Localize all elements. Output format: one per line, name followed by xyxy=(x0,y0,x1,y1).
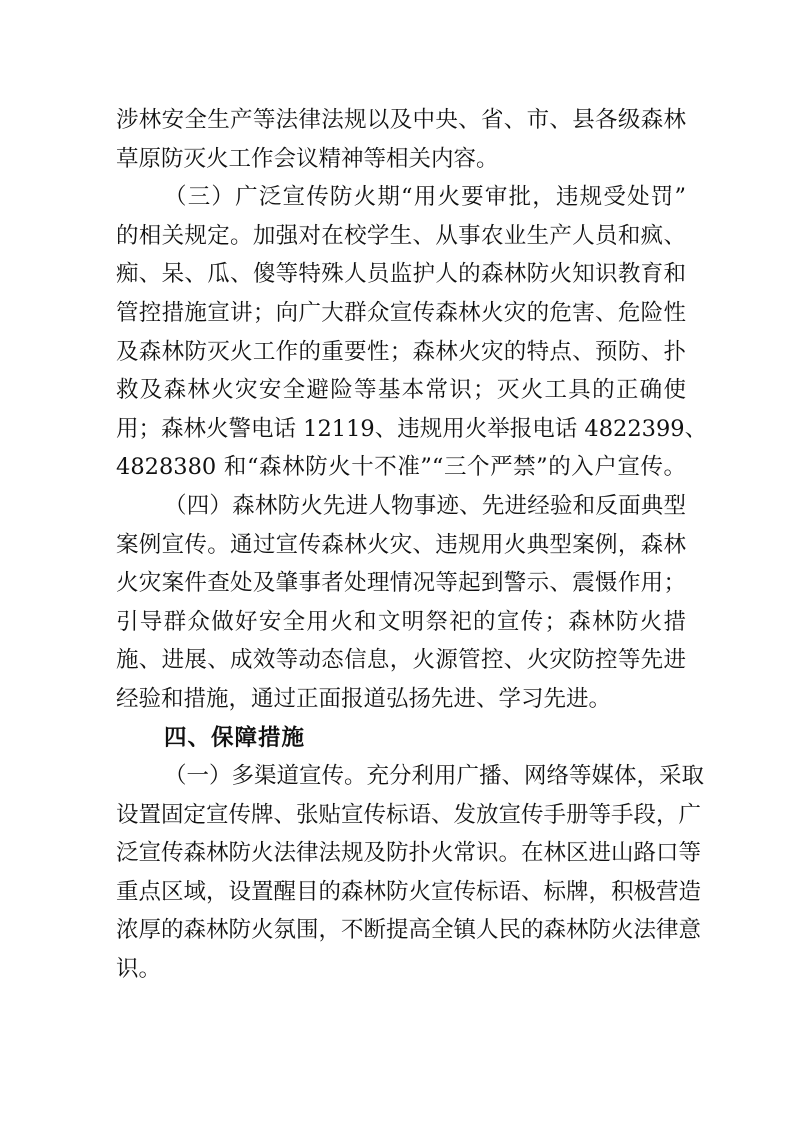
paragraph-line: 泛宣传森林防火法律法规及防扑火常识。在林区进山路口等 xyxy=(116,840,702,867)
paragraph-line: 管控措施宣讲；向广大群众宣传森林火灾的危害、危险性 xyxy=(116,299,686,326)
paragraph-line: 识。 xyxy=(116,956,162,983)
paragraph-line: 火灾案件查处及肇事者处理情况等起到警示、震慑作用； xyxy=(116,570,686,597)
paragraph-line: 浓厚的森林防火氛围，不断提高全镇人民的森林防火法律意 xyxy=(116,917,702,944)
paragraph-line: 案例宣传。通过宣传森林火灾、违规用火典型案例，森林 xyxy=(116,531,686,558)
paragraph-line: 及森林防灭火工作的重要性；森林火灾的特点、预防、扑 xyxy=(116,338,686,365)
paragraph-line: 涉林安全生产等法律法规以及中央、省、市、县各级森林 xyxy=(116,107,686,133)
paragraph-line: 草原防灭火工作会议精神等相关内容。 xyxy=(116,145,499,172)
document-body xyxy=(116,101,708,989)
paragraph-line: 用；森林火警电话 12119、违规用火举报电话 4822399、 xyxy=(116,415,708,442)
paragraph-line: 引导群众做好安全用火和文明祭祀的宣传；森林防火措 xyxy=(116,608,686,635)
paragraph-line: 的相关规定。加强对在校学生、从事农业生产人员和疯、 xyxy=(116,222,686,249)
paragraph-line: （四）森林防火先进人物事迹、先进经验和反面典型 xyxy=(164,492,686,519)
paragraph-line: 4828380 和“森林防火十不准”“三个严禁”的入户宣传。 xyxy=(116,454,686,481)
paragraph-line: （三）广泛宣传防火期“用火要审批，违规受处罚” xyxy=(164,184,686,211)
paragraph-line: 痴、呆、瓜、傻等特殊人员监护人的森林防火知识教育和 xyxy=(116,261,686,288)
section-heading: 四、保障措施 xyxy=(164,724,306,751)
paragraph-line: 施、进展、成效等动态信息，火源管控、火灾防控等先进 xyxy=(116,647,686,674)
paragraph-line: 经验和措施，通过正面报道弘扬先进、学习先进。 xyxy=(116,685,612,712)
paragraph-line: 救及森林火灾安全避险等基本常识；灭火工具的正确使 xyxy=(116,377,686,404)
paragraph-line: （一）多渠道宣传。充分利用广播、网络等媒体，采取 xyxy=(164,763,705,790)
paragraph-line: 重点区域，设置醒目的森林防火宣传标语、标牌，积极营造 xyxy=(116,878,702,905)
paragraph-line: 设置固定宣传牌、张贴宣传标语、发放宣传手册等手段，广 xyxy=(116,801,702,828)
